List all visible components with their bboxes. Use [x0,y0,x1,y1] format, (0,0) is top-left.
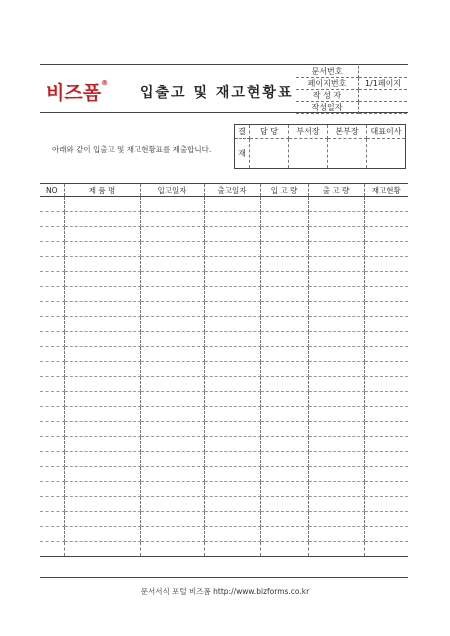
cell-inbound-qty[interactable] [260,257,308,272]
cell-stock-status[interactable] [364,227,408,242]
cell-outbound-date[interactable] [204,497,260,512]
cell-inbound-qty[interactable] [260,347,308,362]
inventory-table [40,183,408,557]
cell-inbound-qty[interactable] [260,287,308,302]
cell-outbound-qty[interactable] [308,527,364,542]
cell-inbound-date[interactable] [140,452,204,467]
cell-stock-status[interactable] [364,407,408,422]
cell-product-name[interactable] [64,512,140,527]
table-row [40,197,408,212]
cell-product-name[interactable] [64,452,140,467]
cell-inbound-qty[interactable] [260,392,308,407]
footer-text: 문서서식 포털 비즈폼 http://www.bizforms.co.kr [140,587,310,596]
cell-outbound-date[interactable] [204,392,260,407]
cell-product-name[interactable] [64,287,140,302]
cell-no[interactable] [40,212,64,227]
cell-inbound-qty[interactable] [260,497,308,512]
cell-no[interactable] [40,437,64,452]
cell-stock-status[interactable] [364,527,408,542]
cell-inbound-date[interactable] [140,497,204,512]
cell-outbound-date[interactable] [204,437,260,452]
cell-inbound-qty[interactable] [260,527,308,542]
bizforms-logo [46,78,108,105]
cell-outbound-date[interactable] [204,227,260,242]
header-no: NO [40,184,64,197]
table-row [40,422,408,437]
cell-product-name[interactable] [64,407,140,422]
cell-outbound-qty[interactable] [308,347,364,362]
cell-inbound-date[interactable] [140,392,204,407]
cell-outbound-qty[interactable] [308,377,364,392]
approval-sign-dept-head[interactable] [289,139,328,169]
cell-no[interactable] [40,332,64,347]
cell-outbound-date[interactable] [204,422,260,437]
cell-product-name[interactable] [64,302,140,317]
cell-no[interactable] [40,197,64,212]
cell-outbound-date[interactable] [204,302,260,317]
cell-product-name[interactable] [64,437,140,452]
cell-inbound-date[interactable] [140,407,204,422]
cell-inbound-date[interactable] [140,302,204,317]
cell-outbound-qty[interactable] [308,542,364,557]
cell-inbound-qty[interactable] [260,422,308,437]
table-row [40,272,408,287]
meta-label-page-number: 페이지번호 [296,78,359,90]
table-row [40,407,408,422]
cell-no[interactable] [40,452,64,467]
cell-outbound-qty[interactable] [308,272,364,287]
header-outbound-qty: 출 고 량 [308,184,364,197]
cell-no[interactable] [40,497,64,512]
cell-outbound-date[interactable] [204,347,260,362]
approval-side-top: 결 [235,125,250,139]
document-title: 입출고 및 재고현황표 [140,85,294,101]
table-row [40,512,408,527]
cell-inbound-date[interactable] [140,287,204,302]
cell-inbound-date[interactable] [140,527,204,542]
cell-outbound-qty[interactable] [308,212,364,227]
cell-stock-status[interactable] [364,212,408,227]
cell-stock-status[interactable] [364,467,408,482]
cell-inbound-date[interactable] [140,227,204,242]
cell-outbound-qty[interactable] [308,437,364,452]
approval-col-dept-head: 부서장 [289,125,328,139]
cell-outbound-date[interactable] [204,242,260,257]
cell-stock-status[interactable] [364,422,408,437]
cell-stock-status[interactable] [364,497,408,512]
cell-stock-status[interactable] [364,482,408,497]
cell-no[interactable] [40,482,64,497]
cell-outbound-qty[interactable] [308,317,364,332]
header-product-name: 제 품 명 [64,184,140,197]
inventory-table-body [40,197,408,557]
header-top-rule [40,64,408,65]
approval-col-division-head: 본부장 [328,125,367,139]
cell-stock-status[interactable] [364,437,408,452]
cell-outbound-qty[interactable] [308,302,364,317]
cell-inbound-qty[interactable] [260,317,308,332]
cell-outbound-date[interactable] [204,317,260,332]
cell-outbound-qty[interactable] [308,287,364,302]
meta-value-doc-number[interactable] [359,66,408,78]
meta-label-doc-number: 문서번호 [296,66,359,78]
cell-outbound-qty[interactable] [308,197,364,212]
cell-outbound-date[interactable] [204,287,260,302]
meta-value-date[interactable] [359,102,408,114]
approval-sign-ceo[interactable] [367,139,406,169]
cell-outbound-qty[interactable] [308,497,364,512]
cell-inbound-qty[interactable] [260,407,308,422]
cell-inbound-date[interactable] [140,347,204,362]
cell-inbound-date[interactable] [140,272,204,287]
approval-sign-division-head[interactable] [328,139,367,169]
cell-inbound-date[interactable] [140,467,204,482]
meta-value-page-number: 1/1페이지 [359,78,408,90]
cell-product-name[interactable] [64,422,140,437]
table-row [40,392,408,407]
cell-product-name[interactable] [64,272,140,287]
table-row [40,482,408,497]
cell-product-name[interactable] [64,542,140,557]
cell-product-name[interactable] [64,392,140,407]
cell-product-name[interactable] [64,257,140,272]
cell-product-name[interactable] [64,467,140,482]
cell-stock-status[interactable] [364,452,408,467]
cell-product-name[interactable] [64,362,140,377]
cell-outbound-date[interactable] [204,482,260,497]
cell-inbound-date[interactable] [140,512,204,527]
cell-no[interactable] [40,272,64,287]
approval-table [234,124,406,169]
cell-no[interactable] [40,227,64,242]
table-row [40,452,408,467]
cell-no[interactable] [40,512,64,527]
cell-product-name[interactable] [64,332,140,347]
cell-no[interactable] [40,407,64,422]
cell-stock-status[interactable] [364,347,408,362]
cell-outbound-date[interactable] [204,332,260,347]
table-row [40,317,408,332]
cell-outbound-date[interactable] [204,527,260,542]
cell-no[interactable] [40,392,64,407]
table-row [40,467,408,482]
table-row [40,212,408,227]
table-row [40,437,408,452]
cell-no[interactable] [40,377,64,392]
cell-outbound-date[interactable] [204,467,260,482]
header-outbound-date: 출고일자 [204,184,260,197]
cell-inbound-qty[interactable] [260,242,308,257]
cell-inbound-date[interactable] [140,437,204,452]
table-row [40,332,408,347]
table-row [40,362,408,377]
cell-product-name[interactable] [64,317,140,332]
cell-no[interactable] [40,467,64,482]
cell-outbound-qty[interactable] [308,422,364,437]
cell-inbound-qty[interactable] [260,227,308,242]
cell-outbound-qty[interactable] [308,227,364,242]
cell-no[interactable] [40,242,64,257]
cell-inbound-qty[interactable] [260,197,308,212]
cell-stock-status[interactable] [364,332,408,347]
meta-value-author[interactable] [359,90,408,102]
cell-outbound-date[interactable] [204,362,260,377]
cell-stock-status[interactable] [364,287,408,302]
cell-no[interactable] [40,542,64,557]
cell-inbound-qty[interactable] [260,467,308,482]
table-row [40,257,408,272]
cell-inbound-qty[interactable] [260,512,308,527]
cell-inbound-qty[interactable] [260,302,308,317]
table-header-row [40,184,408,197]
header-stock-status: 재고현황 [364,184,408,197]
cell-inbound-qty[interactable] [260,377,308,392]
cell-outbound-qty[interactable] [308,362,364,377]
cell-no[interactable] [40,362,64,377]
cell-no[interactable] [40,317,64,332]
cell-product-name[interactable] [64,377,140,392]
intro-text: 아래와 같이 입출고 및 재고현황표를 제출합니다. [52,145,212,154]
cell-stock-status[interactable] [364,542,408,557]
cell-stock-status[interactable] [364,197,408,212]
table-row [40,527,408,542]
cell-stock-status[interactable] [364,362,408,377]
table-row [40,347,408,362]
cell-inbound-qty[interactable] [260,437,308,452]
document-meta-table [296,66,407,114]
meta-label-author: 작 성 자 [296,90,359,102]
approval-col-ceo: 대표이사 [367,125,406,139]
cell-no[interactable] [40,287,64,302]
cell-outbound-date[interactable] [204,197,260,212]
cell-stock-status[interactable] [364,302,408,317]
cell-outbound-date[interactable] [204,377,260,392]
cell-inbound-date[interactable] [140,197,204,212]
cell-outbound-qty[interactable] [308,482,364,497]
cell-outbound-qty[interactable] [308,452,364,467]
table-row [40,287,408,302]
cell-outbound-qty[interactable] [308,392,364,407]
footer-rule [40,577,408,578]
cell-product-name[interactable] [64,497,140,512]
approval-side-bottom: 재 [235,139,250,169]
cell-product-name[interactable] [64,527,140,542]
cell-inbound-qty[interactable] [260,332,308,347]
cell-stock-status[interactable] [364,392,408,407]
cell-stock-status[interactable] [364,377,408,392]
cell-outbound-qty[interactable] [308,407,364,422]
cell-outbound-date[interactable] [204,512,260,527]
cell-inbound-date[interactable] [140,422,204,437]
cell-no[interactable] [40,302,64,317]
cell-stock-status[interactable] [364,317,408,332]
cell-outbound-date[interactable] [204,452,260,467]
cell-outbound-qty[interactable] [308,257,364,272]
cell-no[interactable] [40,422,64,437]
header-inbound-date: 입고일자 [140,184,204,197]
cell-inbound-date[interactable] [140,257,204,272]
cell-stock-status[interactable] [364,512,408,527]
cell-inbound-date[interactable] [140,542,204,557]
cell-inbound-qty[interactable] [260,212,308,227]
cell-inbound-date[interactable] [140,317,204,332]
table-row [40,302,408,317]
cell-stock-status[interactable] [364,242,408,257]
cell-stock-status[interactable] [364,257,408,272]
cell-inbound-date[interactable] [140,362,204,377]
cell-no[interactable] [40,257,64,272]
cell-inbound-date[interactable] [140,377,204,392]
cell-inbound-qty[interactable] [260,482,308,497]
cell-outbound-date[interactable] [204,542,260,557]
cell-outbound-qty[interactable] [308,242,364,257]
cell-inbound-qty[interactable] [260,272,308,287]
cell-inbound-qty[interactable] [260,452,308,467]
cell-product-name[interactable] [64,227,140,242]
cell-product-name[interactable] [64,197,140,212]
cell-inbound-date[interactable] [140,482,204,497]
table-row [40,377,408,392]
cell-outbound-qty[interactable] [308,512,364,527]
registered-mark: ® [101,79,109,87]
cell-outbound-date[interactable] [204,212,260,227]
cell-product-name[interactable] [64,242,140,257]
approval-col-staff: 담 당 [250,125,289,139]
cell-outbound-date[interactable] [204,257,260,272]
cell-outbound-date[interactable] [204,272,260,287]
meta-label-date: 작성일자 [296,102,359,114]
header-inbound-qty: 입 고 량 [260,184,308,197]
cell-inbound-date[interactable] [140,212,204,227]
cell-product-name[interactable] [64,347,140,362]
logo-text: 비즈폼 [46,82,102,104]
cell-inbound-qty[interactable] [260,362,308,377]
table-row [40,242,408,257]
table-row [40,227,408,242]
cell-outbound-qty[interactable] [308,467,364,482]
table-row [40,497,408,512]
cell-stock-status[interactable] [364,272,408,287]
table-row [40,542,408,557]
cell-inbound-date[interactable] [140,242,204,257]
cell-inbound-date[interactable] [140,332,204,347]
cell-no[interactable] [40,527,64,542]
cell-no[interactable] [40,347,64,362]
cell-product-name[interactable] [64,482,140,497]
cell-outbound-qty[interactable] [308,332,364,347]
cell-inbound-qty[interactable] [260,542,308,557]
approval-sign-staff[interactable] [250,139,289,169]
cell-outbound-date[interactable] [204,407,260,422]
cell-product-name[interactable] [64,212,140,227]
